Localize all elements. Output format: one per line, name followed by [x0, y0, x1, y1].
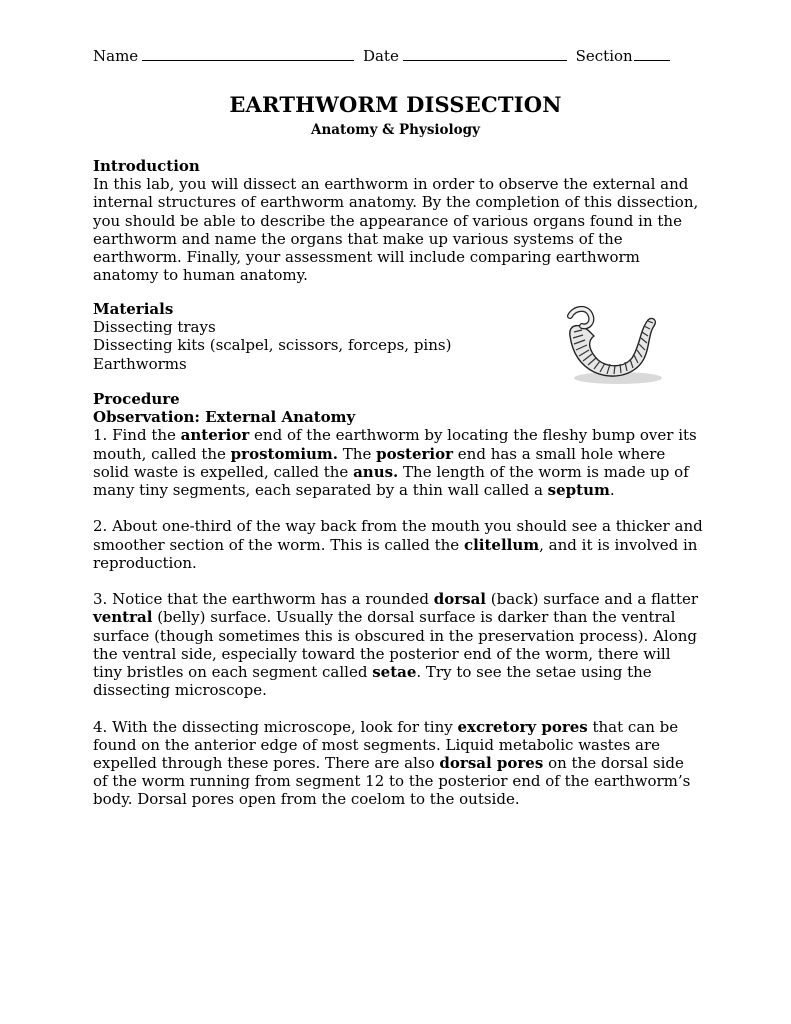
term-ventral: ventral — [93, 608, 153, 627]
materials-item: Dissecting kits (scalpel, scissors, forceps, pins) — [93, 336, 452, 355]
procedure-section — [93, 390, 703, 827]
introduction-heading: Introduction — [93, 157, 200, 175]
date-label: Date — [362, 47, 399, 65]
materials-item: Dissecting trays — [93, 318, 216, 337]
term-anterior: anterior — [180, 426, 250, 445]
procedure-step-4: 4. With the dissecting microscope, look for tiny excretory pores that can be found on the anterior edge of most segments. Liquid metabolic wastes are expelled through these pores. There are also dorsal pores on the dorsal side of the worm running from segment 12 to the posterior end of the earthworm’s body. Dorsal pores open from the coelom to the outside. — [93, 717, 691, 809]
student-info-line — [93, 46, 674, 65]
materials-item: Earthworms — [93, 354, 187, 373]
term-posterior: posterior — [376, 444, 454, 463]
term-setae: setae — [372, 663, 417, 682]
term-clitellum: clitellum — [463, 535, 540, 554]
procedure-heading: Procedure — [93, 390, 180, 408]
section-label: Section — [575, 47, 633, 65]
name-blank[interactable] — [142, 46, 354, 61]
procedure-step-3: 3. Notice that the earthworm has a rounded dorsal (back) surface and a flatter ventral (belly) surface. Usually the dorsal surface is darker than the ventral surface (though sometimes this is obscured in the preservation process). Along the ventral side, especially toward the posterior end of the worm, there will tiny bristles on each segment called setae. Try to see the setae using the dissecting microscope. — [93, 590, 699, 700]
earthworm-illustration-icon — [560, 302, 670, 386]
term-septum: septum — [547, 481, 610, 500]
procedure-step-1: 1. Find the anterior end of the earthworm by locating the fleshy bump over its mouth, called the prostomium. The posterior end has a small hole where solid waste is expelled, called the anus. The length of the worm is made up of many tiny segments, each separated by a thin wall called a septum. — [93, 426, 697, 500]
term-dorsal-pores: dorsal pores — [439, 754, 544, 773]
procedure-subheading: Observation: External Anatomy — [93, 408, 356, 427]
term-excretory-pores: excretory pores — [457, 717, 588, 736]
materials-heading: Materials — [93, 300, 174, 318]
procedure-step-2: 2. About one-third of the way back from the mouth you should see a thicker and smoother section of the worm. This is called the clitellum, and it is involved in reproduction. — [93, 517, 703, 572]
introduction-text: In this lab, you will dissect an earthworm in order to observe the external and internal structures of earthworm anatomy. By the completion of this dissection, you should be able to describe the appearance of various organs found in the earthworm and name the organs that make up various systems of the earthworm. Finally, your assessment will include comparing earthworm anatomy to human anatomy. — [93, 175, 699, 285]
name-label: Name — [93, 47, 139, 65]
term-prostomium: prostomium. — [230, 444, 339, 463]
date-blank[interactable] — [403, 46, 567, 61]
page-title: EARTHWORM DISSECTION — [229, 92, 562, 117]
page-subtitle: Anatomy & Physiology — [311, 122, 480, 138]
term-dorsal: dorsal — [433, 590, 486, 609]
section-blank[interactable] — [634, 46, 670, 61]
term-anus: anus. — [353, 462, 399, 481]
introduction-section — [93, 157, 703, 284]
